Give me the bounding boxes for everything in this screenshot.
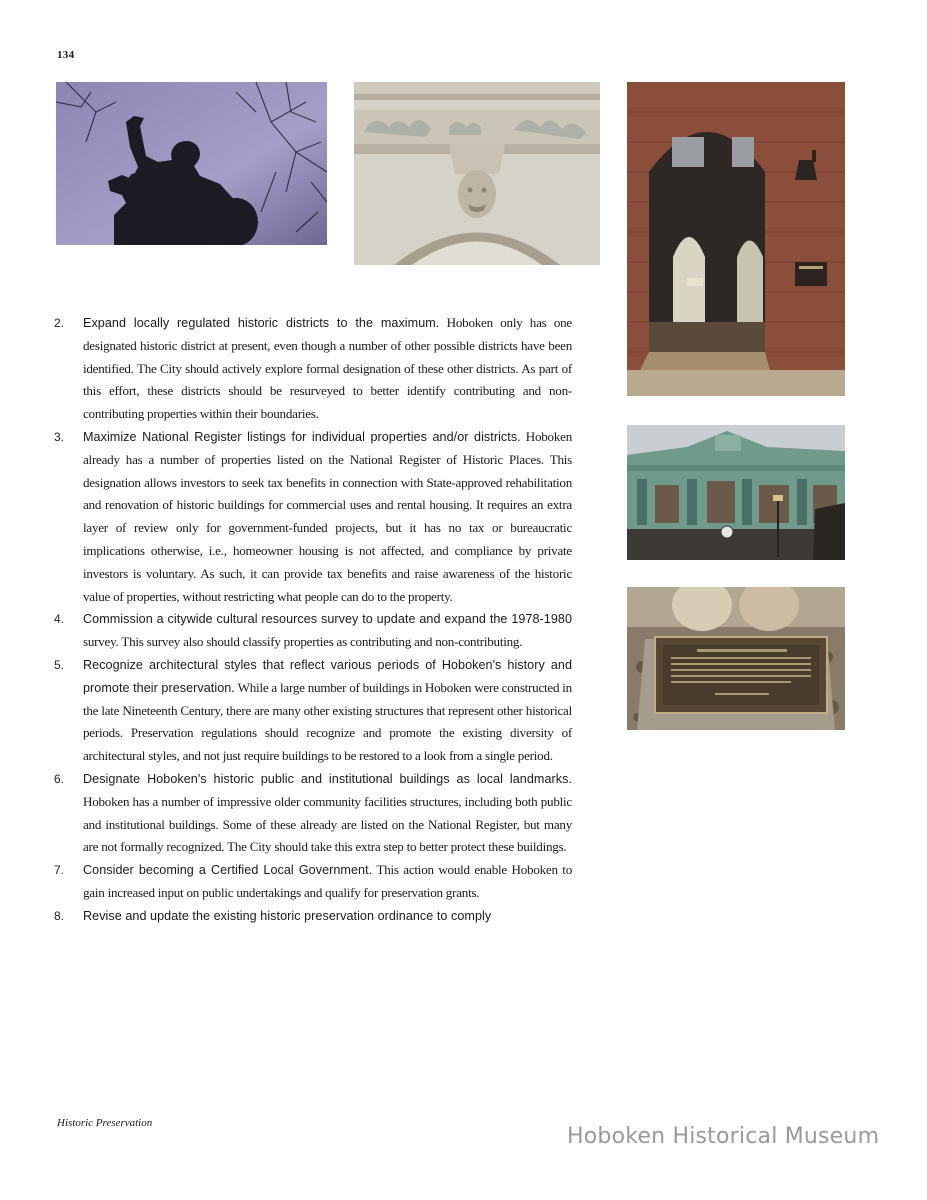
page-number: 134: [57, 49, 75, 61]
list-item-lead: Expand locally regulated historic districts to the maximum.: [83, 316, 440, 330]
list-item-body: [83, 654, 572, 768]
list-item: [54, 905, 572, 928]
memorial-plaque-photo: [627, 587, 845, 730]
list-item-lead: Consider becoming a Certified Local Government.: [83, 863, 373, 878]
list-item-body: [83, 312, 572, 426]
list-item-body: [83, 905, 572, 928]
list-item: [54, 768, 572, 859]
list-item: [54, 608, 572, 654]
list-item-text: Hoboken already has a number of properties listed on the National Register of Historic Places. This designation allows investors to seek tax benefits in connection with State-approved rehabilitation and renovation of historic buildings for commercial uses and rental housing. It requires an extra layer of review only for government-funded projects, but it has no tax or bureaucratic implications otherwise, i.e., homeowner housing is not affected, and compliance by private investors is voluntary. As such, it can provide tax benefits and raise awareness of the historic value of properties, without restricting what people can do to the property.: [83, 428, 572, 604]
list-item-number: 4.: [54, 612, 65, 627]
list-item-lead: Designate Hoboken's historic public and institutional buildings as local landmarks.: [83, 771, 572, 786]
list-item-number: 6.: [54, 771, 65, 786]
list-item-text: survey. This survey also should classify properties as contributing and non-contributing.: [83, 634, 523, 650]
list-item-number: 7.: [54, 863, 65, 878]
list-item-lead: Revise and update the existing historic preservation ordinance to comply: [83, 908, 492, 923]
list-item-number: 5.: [54, 657, 65, 672]
recommendations-list: [54, 312, 572, 928]
list-item-text: Hoboken has a number of impressive older community facilities structures, including both public and institutional buildings. Some of these already are listed on the National Register, but many are not formally recognized. The City should take this extra step to better protect these buildings.: [83, 793, 572, 855]
list-item: [54, 312, 572, 426]
list-item-body: [83, 859, 572, 905]
brick-arch-passage-photo: [627, 82, 845, 396]
list-item-text: While a large number of buildings in Hoboken were constructed in the late Nineteenth Century, there are many other existing structures that represent other historical periods. Preservation regulations should recognize and promote the existing diversity of architectural styles, and not just require buildings to be restored to a look from a single period.: [83, 679, 572, 764]
terminal-building-photo: [627, 425, 845, 560]
list-item: [54, 654, 572, 768]
list-item-number: 3.: [54, 429, 65, 444]
list-item-body: [83, 608, 572, 654]
list-item: [54, 859, 572, 905]
list-item-lead: Recognize architectural styles that reflect various periods of Hoboken's history and promote their preservation.: [83, 657, 572, 695]
list-item-text: Hoboken only has one designated historic district at present, even though a number of other possible districts have been identified. The City should actively explore formal designation of these other districts. As part of this effort, these districts should be resurveyed to better identify contributing and non-contributing properties within their boundaries.: [83, 315, 572, 422]
list-item-body: [83, 768, 572, 859]
list-item: [54, 426, 572, 608]
carved-arch-keystone-photo: [354, 82, 600, 265]
list-item-text: This action would enable Hoboken to gain increased input on public undertakings and qualify for preservation grants.: [83, 862, 572, 900]
statue-silhouette-photo: [56, 82, 327, 245]
list-item-body: [83, 426, 572, 608]
list-item-number: 8.: [54, 908, 65, 923]
list-item-number: 2.: [54, 316, 65, 330]
list-item-lead: Maximize National Register listings for individual properties and/or districts.: [83, 429, 521, 444]
museum-watermark: Hoboken Historical Museum: [567, 1124, 880, 1149]
footer-section-title: Historic Preservation: [57, 1117, 153, 1129]
list-item-lead: Commission a citywide cultural resources survey to update and expand the 1978-1980: [83, 612, 572, 627]
